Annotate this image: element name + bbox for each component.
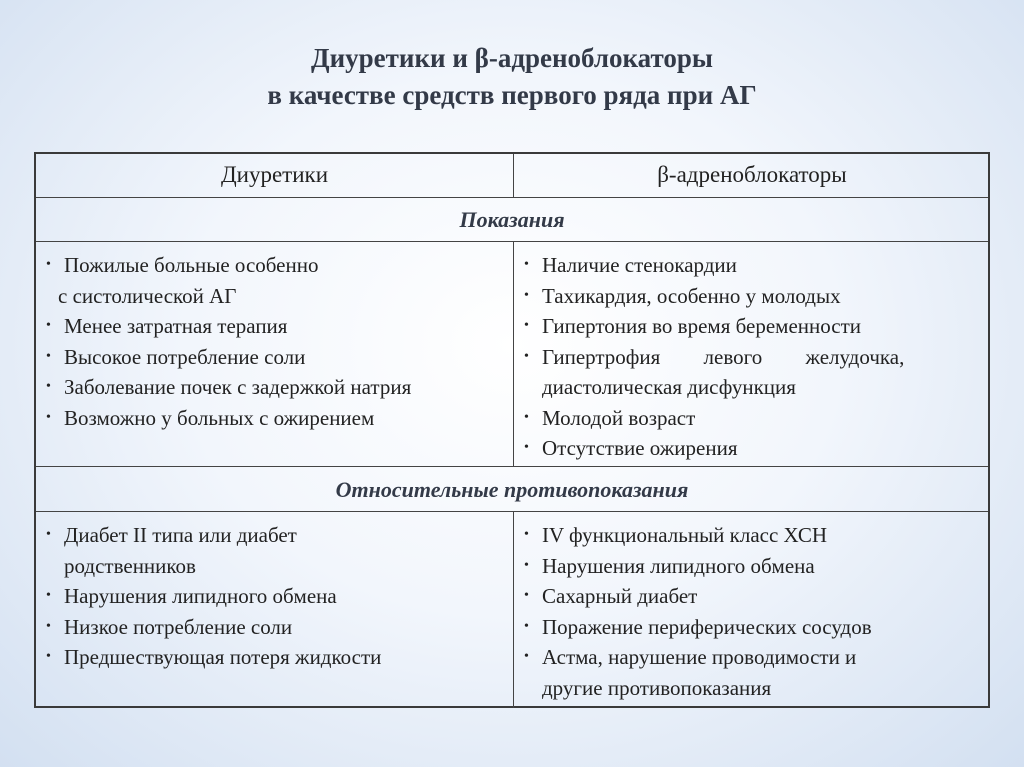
contraindications-beta-blockers-list: [520, 520, 978, 703]
column-header-beta-blockers: β-адреноблокаторы: [657, 162, 847, 187]
list-item: • Гипертония во время беременности: [520, 311, 978, 342]
section-title-indications: Показания: [459, 207, 565, 232]
bullet-icon: •: [524, 557, 529, 573]
list-item: родственников: [64, 553, 196, 578]
list-item: • Отсутствие ожирения: [520, 433, 978, 464]
list-item: • Нарушения липидного обмена: [520, 551, 978, 582]
bullet-icon: •: [524, 318, 529, 333]
bullet-icon: •: [46, 409, 51, 425]
list-item: диастолическая дисфункция: [542, 375, 796, 399]
list-item: • IV функциональный класс ХСН: [520, 520, 978, 551]
row-divider: [36, 511, 988, 512]
bullet-icon: •: [524, 618, 529, 634]
title-line-1: Диуретики и β-адреноблокаторы: [311, 43, 713, 73]
list-item: • Нарушения липидного обмена: [42, 581, 508, 612]
bullet-icon: •: [46, 257, 51, 272]
list-item: • Сахарный диабет: [520, 581, 978, 612]
list-item: • Гипертрофия левого желудочка,: [520, 342, 978, 373]
list-item: другие противопоказания: [542, 675, 772, 700]
list-item: • Астма, нарушение проводимости и: [520, 642, 978, 673]
bullet-icon: •: [46, 379, 51, 394]
bullet-icon: •: [524, 257, 529, 272]
list-item: • Заболевание почек с задержкой натрия: [42, 372, 508, 403]
list-item: • Диабет II типа или диабет: [42, 520, 508, 551]
contraindications-diuretics-list: [42, 520, 508, 673]
bullet-icon: •: [524, 649, 529, 664]
comparison-table: [34, 152, 990, 708]
bullet-icon: •: [524, 348, 529, 364]
indications-beta-blockers-list: [520, 250, 978, 464]
list-item: • Низкое потребление соли: [42, 612, 508, 643]
bullet-icon: •: [46, 527, 51, 542]
slide-title: [0, 40, 1024, 114]
row-divider: [36, 197, 988, 198]
bullet-icon: •: [524, 409, 529, 425]
title-line-2: в качестве средств первого ряда при АГ: [267, 80, 757, 110]
row-divider: [36, 241, 988, 242]
list-item: • Возможно у больных с ожирением: [42, 403, 508, 434]
bullet-icon: •: [524, 527, 529, 542]
bullet-icon: •: [46, 588, 51, 603]
section-title-relative-contraindications: Относительные противопоказания: [335, 477, 689, 502]
bullet-icon: •: [524, 440, 529, 455]
list-item: с систолической АГ: [58, 283, 237, 308]
bullet-icon: •: [524, 588, 529, 603]
column-divider: [513, 241, 514, 466]
list-item: • Наличие стенокардии: [520, 250, 978, 281]
list-item: • Поражение периферических сосудов: [520, 612, 978, 643]
bullet-icon: •: [46, 348, 51, 364]
column-header-diuretics: Диуретики: [220, 162, 329, 187]
list-item: • Высокое потребление соли: [42, 342, 508, 373]
bullet-icon: •: [46, 649, 51, 664]
indications-diuretics-list: [42, 250, 508, 433]
column-divider: [513, 511, 514, 708]
list-item: • Менее затратная терапия: [42, 311, 508, 342]
bullet-icon: •: [524, 287, 529, 303]
row-divider: [36, 466, 988, 467]
list-item: • Тахикардия, особенно у молодых: [520, 281, 978, 312]
bullet-icon: •: [46, 318, 51, 333]
list-item: • Пожилые больные особенно: [42, 250, 508, 281]
list-item: • Предшествующая потеря жидкости: [42, 642, 508, 673]
list-item: • Молодой возраст: [520, 403, 978, 434]
bullet-icon: •: [46, 618, 51, 634]
